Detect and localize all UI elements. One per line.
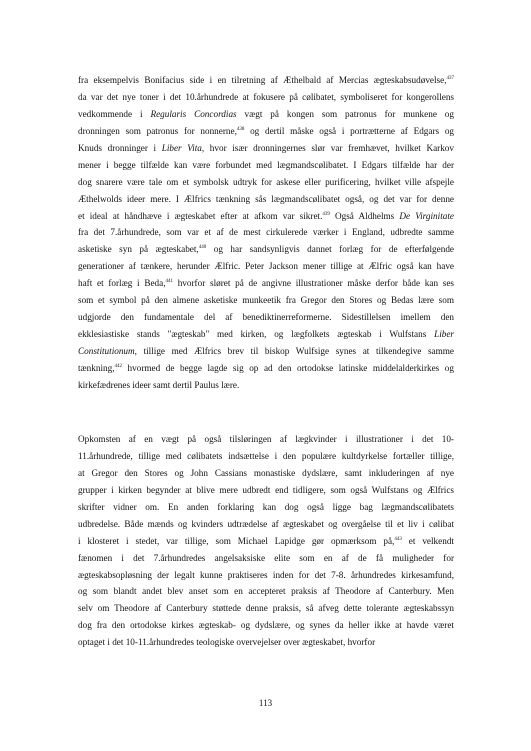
text-line: optaget i det 10-11.århundredes teologiske overvejelser over ægteskabet, hvorfor: [78, 637, 376, 648]
text-line: og som blandt andet blev anset som en accepteret praksis af Theodore af Canterbury. Men: [78, 586, 454, 597]
text-line: dronningen som patronus for nonnerne,$^{438}$ og dertil måske også i portrætterne af Edgars og: [78, 125, 455, 136]
text-line: kirkefædrenes ideer samt dertil Paulus lære.: [78, 379, 240, 390]
page-number: 113: [258, 698, 273, 708]
text-line: Opkomsten af en vægt på også tilsløringen af lægkvinder i illustrationer i det 10-: [78, 434, 454, 444]
text-line: dog fra den ortodokse kirkes ægteskab- og dydslære, og synes da heller ikke at havde været: [78, 620, 454, 631]
text-line: tænkning,$^{442}$ hvormed de begge lagde sig op ad den ortodokse latinske middelalderkirkes og: [78, 362, 454, 373]
text-line: Æthelwolds ideer mere. I Ælfrics tænkning sås lægmandscølibatet også, og det var for denne: [78, 193, 454, 204]
text-line: 11.århundrede, tillige med cølibatets indsættelse i den populære kultdyrkelse fortæller tillige,: [78, 450, 454, 461]
text-line: fra eksempelvis Bonifacius side i en tilretning af Æthelbald af Mercias ægteskabsudøvelse,$^{437}$: [78, 75, 454, 85]
text-line: udgjorde den fundamentale del af benediktinerreformerne. Sidestillelsen imellem den: [78, 312, 454, 323]
text-line: skrifter vidner om. En anden forklaring kan dog også ligge bag lægmandscølibatets: [78, 501, 454, 512]
text-line: dog snarere være tale om et symbolsk udtryk for askese eller purificering, hvilket ville afspejle: [78, 176, 454, 187]
text-line: generationer af tænkere, herunder Ælfric. Peter Jackson mener tillige at Ælfric også kan have: [78, 261, 454, 272]
text-line: at Gregor den Stores og John Cassians monastiske dydslære, samt inkluderingen af nye: [78, 467, 454, 478]
text-line: et ideal at håndhæve i ægteskabet efter at afkom var sikret.$^{439}$ Også Aldhelms De Virginitate: [78, 210, 454, 221]
text-line: fænomen i det 7.århundredes angelsaksiske elite som en af de få muligheder for: [78, 552, 454, 563]
text-line: Constitutionum, tillige med Ælfrics brev til biskop Wulfsige synes at tilkendegive samme: [78, 346, 454, 356]
text-line: fra det 7.århundrede, som var et af de mest cirkulerede værker i England, udbredte samme: [78, 227, 454, 238]
text-line: ekklesiastiske stands "ægteskab" med kirken, og lægfolkets ægteskab i Wulfstans Liber: [78, 329, 454, 340]
text-line: haft et forlæg i Beda,$^{441}$ hvorfor sløret på de angivne illustrationer måske derfor både kan ses: [78, 278, 454, 289]
text-line: da var det nye toner i det 10.århundrede at fokusere på cølibatet, symboliseret for kongerollens: [78, 91, 454, 102]
text-line: mener i begge tilfælde kan være forbundet med lægmandscølibatet. I Edgars tilfælde har der: [78, 159, 454, 170]
text-line: vedkommende i Regularis Concordias vægt på kongen som patronus for munkene og: [78, 108, 454, 119]
paragraph-2: [78, 431, 454, 651]
text-line: i klosteret i stedet, var tillige, som Michael Lapidge gør opmærksom på,$^{443}$ et velkendt: [78, 535, 454, 546]
paragraph-1: [78, 72, 454, 394]
text-line: grupper i kirken begynder at blive mere udbredt end tidligere, som også Wulfstans og Ælfrics: [78, 484, 454, 495]
text-line: asketiske syn på ægteskabet,$^{440}$ og har sandsynligvis dannet forlæg for de efterfølgende: [78, 244, 454, 255]
text-line: ægteskabsopløsning der legalt kunne praktiseres inden for det 7-8. århundredes kirkesamfund,: [78, 569, 454, 580]
text-line: som et symbol på den almene asketiske munkeetik fra Gregor den Stores og Bedas lære som: [78, 295, 454, 306]
text-line: Knuds dronninger i Liber Vita, hvor især dronningernes slør var fremhævet, hvilket Karkov: [78, 142, 454, 153]
text-line: udbredelse. Både mænds og kvinders udtrædelse af ægteskabet og overgåelse til et liv i cølibat: [78, 518, 454, 529]
text-line: selv om Theodore af Canterbury støttede denne praksis, så afveg dette tolerante ægteskabssyn: [78, 603, 454, 614]
